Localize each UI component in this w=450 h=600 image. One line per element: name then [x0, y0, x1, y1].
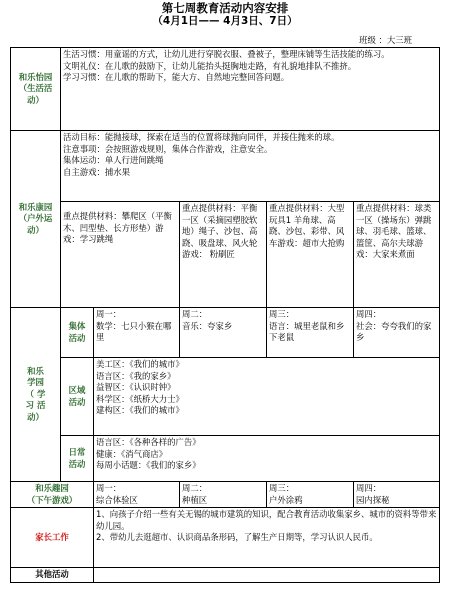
health-free-text: 自主游戏：捕水果 [63, 166, 130, 177]
study-area-row [11, 358, 440, 436]
play-label-cell: 和乐趣园 （下午游戏） [11, 482, 94, 508]
other-content-cell [94, 568, 440, 583]
daily-topic: 每周小话题：《我们的家乡》 [96, 460, 201, 471]
family-item-1: 1、向孩子介绍一些有关无锡的城市建筑的知识，配合教育活动收集家乡、城市的资料等带来幼儿园。 [96, 509, 437, 531]
health-col-1 [61, 202, 180, 308]
area-art: 美工区：《我们的城市》 [96, 359, 184, 369]
area-activity-cell [94, 358, 440, 436]
family-row [11, 508, 440, 568]
daily-language: 语言区：《各种各样的广告》 [96, 437, 201, 447]
health-col-4-text: 重点提供材料：球类一区（操场东）弹跳球、羽毛球、篮球、篮筐、高尔夫球游戏：大家来煮面 [356, 203, 432, 260]
health-col-3 [267, 202, 354, 308]
health-row-top [11, 131, 440, 202]
page-title: 第七周教育活动内容安排 [161, 1, 289, 15]
class-label: 班级 ：大三班 [359, 35, 412, 45]
health-goal-cell [61, 131, 440, 202]
group-tue-text: 音乐：夸家乡 [182, 320, 233, 331]
daily-activity-cell [94, 436, 440, 482]
family-label-cell: 家长工作 [11, 508, 94, 568]
life-label-cell: 和乐怡园 （生活活动） [11, 48, 61, 131]
area-language: 语言区：《我的家乡》 [96, 370, 176, 381]
group-mon-text: 数学：七只小猴在哪里 [96, 320, 172, 343]
study-group-row [11, 308, 440, 358]
group-thu-text: 社会：夸夸我们的家乡 [356, 320, 432, 343]
study-daily-row [11, 436, 440, 482]
other-row [11, 568, 440, 583]
date-range: （4月1日—— 4月3日、7日） [152, 15, 298, 27]
area-science: 科学区：《纸桥大力士》 [96, 393, 184, 404]
group-thu-cell: 周四： 社会：夸夸我们的家乡 [354, 308, 440, 358]
study-label-cell: 和乐 学园 （ 学 习 活 动） [11, 308, 61, 482]
group-wed-cell: 周三： 语言：城里老鼠和乡下老鼠 [267, 308, 354, 358]
life-content-cell [61, 48, 440, 131]
area-activity-label: 区域 活动 [61, 358, 94, 436]
health-col-4 [354, 202, 440, 308]
life-row [11, 48, 440, 131]
play-thu-cell: 周四： 园内探秘 [354, 482, 440, 508]
health-col-2-text: 重点提供材料：平衡一区（采摘园塑胶软地）绳子、沙包、高跷、吸盘球、风火轮游戏： 粉刷匠 [182, 203, 258, 260]
play-mon-cell: 周一： 综合体验区 [94, 482, 180, 508]
group-wed-text: 语言：城里老鼠和乡下老鼠 [269, 320, 345, 343]
play-tue-cell: 周二： 种植区 [180, 482, 267, 508]
group-mon-cell: 周一： 数学：七只小猴在哪里 [94, 308, 180, 358]
health-label-cell: 和乐康园 （户外运动） [11, 131, 61, 308]
life-study-text: 学习习惯：在儿歌的帮助下，能大方、自然地完整回答问题。 [63, 72, 290, 83]
document-header [0, 0, 450, 28]
other-label-cell: 其他活动 [11, 568, 94, 583]
life-manners-text: 文明礼仪：在儿歌的鼓励下，让幼儿能抬头挺胸地走路，有礼貌地排队不推挤。 [63, 60, 357, 71]
daily-activity-label: 日常 活动 [61, 436, 94, 482]
group-tue-cell: 周二： 音乐：夸家乡 [180, 308, 267, 358]
play-row [11, 482, 440, 508]
daily-health: 健康：《消气商店》 [96, 448, 168, 459]
family-content-cell [94, 508, 440, 568]
family-item-2: 2、带幼儿去逛超市、认识商品条形码，了解生产日期等，学习认识人民币。 [96, 532, 378, 543]
health-row-columns [11, 202, 440, 308]
health-group-text: 集体运动：单人行进间跳绳 [63, 155, 164, 166]
health-col-1-text: 重点提供材料：攀爬区（平衡木、凹型垫、长方形垫）游戏：学习跳绳 [63, 211, 172, 245]
health-goal-text: 活动目标：能抛接球，探索在适当的位置将球抛向同伴，并接住抛来的球。 [63, 132, 340, 142]
area-build: 建构区：《我们的城市》 [96, 405, 184, 416]
health-col-3-text: 重点提供材料：大型玩具1 羊角球、高跷、沙包、彩带、风车游戏：超市大抢购 [269, 203, 345, 248]
health-note-text: 注意事项：会按照游戏规则，集体合作游戏，注意安全。 [63, 143, 273, 154]
area-puzzle: 益智区：《认识时钟》 [96, 382, 176, 393]
group-activity-label: 集体 活动 [61, 308, 94, 358]
play-wed-cell: 周三： 户外涂鸦 [267, 482, 354, 508]
life-habit-text: 生活习惯：用童谣的方式，让幼儿进行穿脱衣服、叠被子，整理床铺等生活技能的练习。 [63, 49, 390, 59]
schedule-table [10, 47, 440, 583]
health-col-2 [180, 202, 267, 308]
